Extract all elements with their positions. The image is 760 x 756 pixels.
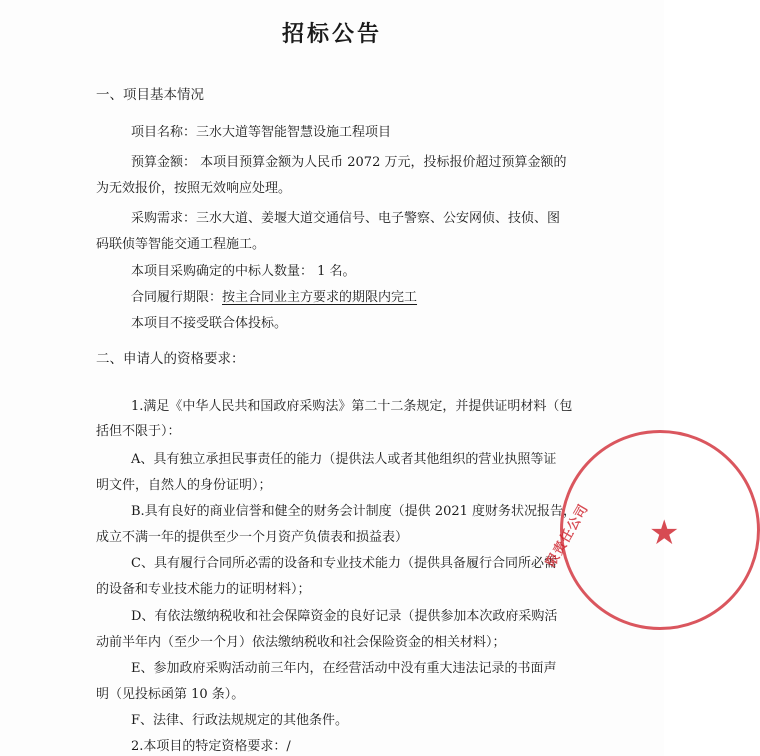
item-c-line-2: 的设备和专业技术能力的证明材料）； [96,582,311,597]
item2-line: 2.本项目的特定资格要求：/ [131,739,291,754]
procurement-line-1: 采购需求：三水大道、姜堰大道交通信号、电子警察、公安网侦、技侦、图 [131,211,561,226]
contract-period [131,289,417,307]
budget-line-1: 预算金额： 本项目预算金额为人民币 2072 万元，投标报价超过预算金额的 [131,155,567,170]
item1-line-2: 括但不限于）： [96,424,181,439]
section2-heading: 二、申请人的资格要求： [96,351,245,367]
item-b-line-2: 成立不满一年的提供至少一个月资产负债表和损益表） [96,530,409,545]
budget-line-2: 为无效报价，按照无效响应处理。 [96,181,292,196]
item-c-line-1: C、具有履行合同所必需的设备和专业技术能力（提供具备履行合同所必需 [131,556,557,571]
document-title: 招标公告 [281,22,382,47]
seal-text: 限责任公司 [543,501,592,570]
company-seal [543,430,760,630]
item-f-line: F、法律、行政法规规定的其他条件。 [131,713,349,728]
project-name: 项目名称：三水大道等智能智慧设施工程项目 [131,125,392,140]
contract-value: 按主合同业主方要求的期限内完工 [222,290,418,305]
seal-star-icon: ★ [649,513,680,553]
item-e-line-2: 明（见投标函第 10 条）。 [96,687,245,702]
item-a-line-2: 明文件，自然人的身份证明）； [96,478,272,493]
winner-count: 本项目采购确定的中标人数量： 1 名。 [131,264,356,279]
item1-line-1: 1.满足《中华人民共和国政府采购法》第二十二条规定，并提供证明材料（包 [131,399,573,414]
contract-label: 合同履行期限： [131,290,223,305]
no-consortium: 本项目不接受联合体投标。 [131,316,288,331]
item-e-line-1: E、参加政府采购活动前三年内，在经营活动中没有重大违法记录的书面声 [131,661,557,676]
item-a-line-1: A、具有独立承担民事责任的能力（提供法人或者其他组织的营业执照等证 [131,452,557,467]
item-b-line-1: B.具有良好的商业信誉和健全的财务会计制度（提供 2021 度财务状况报告， [131,504,577,519]
item-d-line-1: D、有依法缴纳税收和社会保障资金的良好记录（提供参加本次政府采购活 [131,609,558,624]
procurement-line-2: 码联侦等智能交通工程施工。 [96,237,266,252]
section1-heading: 一、项目基本情况 [96,87,204,103]
item-d-line-2: 动前半年内（至少一个月）依法缴纳税收和社会保险资金的相关材料）； [96,635,506,650]
